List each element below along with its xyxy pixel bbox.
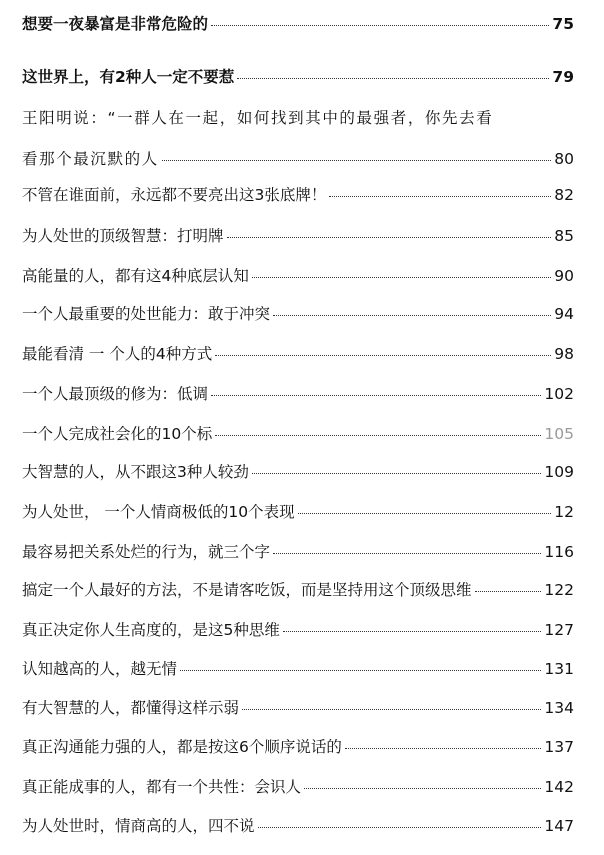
toc-entry-page: 137	[544, 738, 574, 756]
dot-leader	[329, 195, 551, 197]
dot-leader	[180, 669, 541, 671]
dot-leader	[258, 826, 542, 828]
toc-entry[interactable]	[22, 67, 574, 87]
toc-entry-title: 一个人最顶级的修为：低调	[22, 385, 209, 403]
toc-entry-title: 为人处世的顶级智慧：打明牌	[22, 227, 224, 245]
toc-entry-page: 127	[544, 621, 574, 639]
toc-entry-title: 有大智慧的人，都懂得这样示弱	[22, 699, 240, 717]
toc-entry[interactable]	[22, 816, 574, 836]
toc-entry-title: 为人处世时，情商高的人，四不说	[22, 817, 255, 835]
dot-leader	[273, 552, 541, 554]
dot-leader	[475, 590, 542, 592]
toc-entry-page: 142	[544, 778, 574, 796]
toc-entry[interactable]	[22, 266, 574, 286]
toc-entry-title: 搞定一个人最好的方法，不是请客吃饭，而是坚持用这个顶级思维	[22, 581, 472, 599]
dot-leader	[252, 276, 551, 278]
toc-entry-page: 85	[554, 227, 574, 245]
toc-entry[interactable]	[22, 424, 574, 444]
toc-entry[interactable]	[22, 542, 574, 562]
toc-entry[interactable]	[22, 304, 574, 324]
toc-entry-title: 一个人完成社会化的10个标	[22, 425, 213, 443]
dot-leader	[227, 236, 552, 238]
toc-entry-page: 98	[554, 345, 574, 363]
toc-entry[interactable]	[22, 777, 574, 797]
toc-entry-title: 为人处世， 一个人情商极低的10个表现	[22, 503, 295, 521]
toc-entry-page: 109	[544, 463, 574, 481]
dot-leader	[211, 394, 541, 396]
toc-entry-title: 认知越高的人，越无情	[22, 660, 178, 678]
toc-entry-title: 看那个最沉默的人	[22, 150, 159, 168]
toc-entry-title-line: 王阳明说：“一群人在一起，如何找到其中的最强者，你先去看	[22, 109, 494, 127]
toc-entry[interactable]	[22, 502, 574, 522]
toc-entry[interactable]	[22, 737, 574, 757]
toc-entry-page: 105	[544, 425, 574, 443]
toc-entry[interactable]	[22, 659, 574, 679]
toc-entry-title: 大智慧的人，从不跟这3种人较劲	[22, 463, 249, 481]
toc-entry[interactable]	[22, 226, 574, 246]
toc-entry-title: 想要一夜暴富是非常危险的	[22, 15, 209, 33]
toc-entry-title: 不管在谁面前，永远都不要亮出这3张底牌！	[22, 186, 327, 204]
dot-leader	[283, 630, 542, 632]
toc-entry[interactable]	[22, 344, 574, 364]
dot-leader	[215, 354, 551, 356]
toc-entry-page: 131	[544, 660, 574, 678]
toc-entry[interactable]	[22, 620, 574, 640]
toc-entry-page: 94	[554, 305, 574, 323]
toc-entry-page: 80	[554, 150, 574, 168]
toc-entry-page: 75	[552, 15, 574, 33]
toc-entry[interactable]	[22, 698, 574, 718]
dot-leader	[237, 77, 549, 79]
toc-entry-page: 122	[544, 581, 574, 599]
toc-entry[interactable]	[22, 462, 574, 482]
toc-entry-title: 真正沟通能力强的人，都是按这6个顺序说话的	[22, 738, 342, 756]
toc-entry-title: 真正决定你人生高度的，是这5种思维	[22, 621, 280, 639]
toc-entry-page: 147	[544, 817, 574, 835]
toc-entry[interactable]	[22, 384, 574, 404]
toc-entry-page: 116	[544, 543, 574, 561]
toc-entry-page: 102	[544, 385, 574, 403]
dot-leader	[252, 472, 542, 474]
toc-entry[interactable]	[22, 14, 574, 34]
toc-entry-page: 12	[554, 503, 574, 521]
toc-entry[interactable]	[22, 580, 574, 600]
toc-entry-page: 82	[554, 186, 574, 204]
dot-leader	[298, 512, 552, 514]
toc-entry-title: 最能看清 一 个人的4种方式	[22, 345, 213, 363]
toc-entry-title: 一个人最重要的处世能力：敢于冲突	[22, 305, 271, 323]
dot-leader	[162, 159, 551, 161]
dot-leader	[304, 787, 541, 789]
dot-leader	[242, 708, 541, 710]
toc-entry-title: 这世界上，有2种人一定不要惹	[22, 68, 235, 86]
dot-leader	[345, 747, 542, 749]
dot-leader	[215, 434, 541, 436]
toc-entry-page: 134	[544, 699, 574, 717]
dot-leader	[211, 24, 549, 26]
toc-entry[interactable]	[22, 185, 574, 205]
toc-entry-title: 最容易把关系处烂的行为，就三个字	[22, 543, 271, 561]
toc-entry[interactable]	[22, 149, 574, 169]
toc-entry-page: 79	[552, 68, 574, 86]
toc-entry-title: 高能量的人，都有这4种底层认知	[22, 267, 249, 285]
toc-entry-page: 90	[554, 267, 574, 285]
toc-entry-title: 真正能成事的人，都有一个共性：会识人	[22, 778, 302, 796]
dot-leader	[273, 314, 551, 316]
